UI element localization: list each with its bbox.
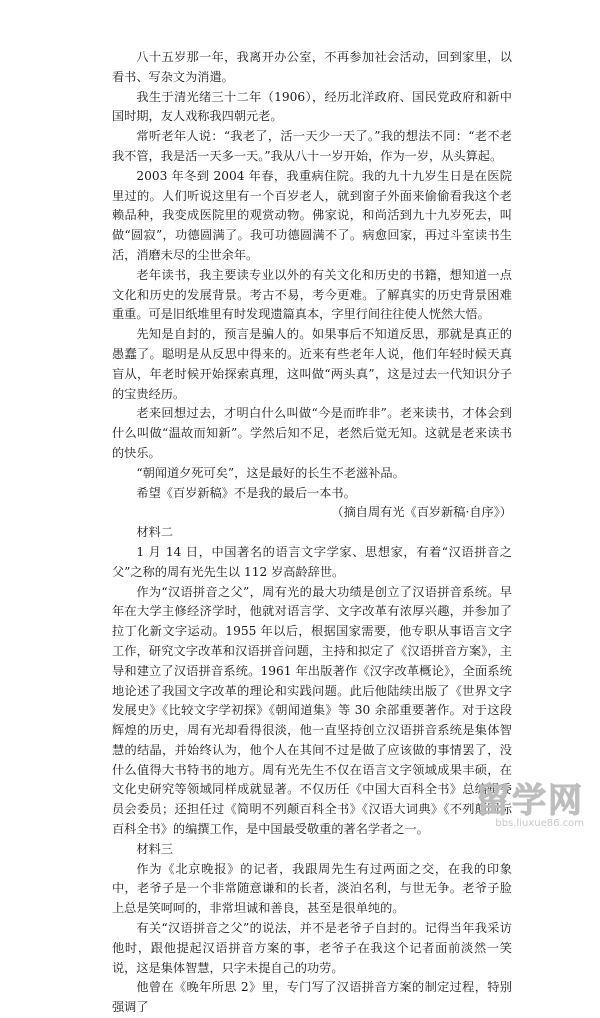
paragraph: 有关“汉语拼音之父”的说法，并不是老爷子自封的。记得当年我采访他时，跟他提起汉语拼音方案的事，老爷子在我这个记者面前淡然一笑说，这是集体智慧，只字未提自己的功劳。 [112,921,512,975]
paragraph: 我生于清光绪三十二年（1906），经历北洋政府、国民党政府和新中国时期，友人戏称我四朝元老。 [112,89,512,124]
document-body [112,48,512,1018]
paragraph: 1 月 14 日，中国著名的语言文字学家、思想家，有着“汉语拼音之父”之称的周有光先生以 112 岁高龄辞世。 [112,544,512,579]
paragraph: 老来回想过去，才明白什么叫做“今是而昨非”。老来读书，才体会到什么叫做“温故而知新”。学然后知不足，老然后觉无知。这就是老来读书的快乐。 [112,406,512,460]
paragraph: 老年读书，我主要读专业以外的有关文化和历史的书籍，想知道一点文化和历史的发展背景。考古不易，考今更难。了解真实的历史背景困难重重。可是旧纸堆里有时发现遗篇真本，字里行间往往使人恍然大悟。 [112,267,512,322]
paragraph: 常听老年人说：“我老了，活一天少一天了。”我的想法不同：“老不老我不管，我是活一天多一天。”我从八十一岁开始，作为一岁，从头算起。 [112,129,512,163]
paragraph: 他曾在《晚年所思 2》里，专门写了汉语拼音方案的制定过程，特别强调了 [112,980,512,1015]
section-heading: 材料三 [136,841,173,856]
paragraph: 八十五岁那一年，我离开办公室，不再参加社会活动，回到家里，以看书、写杂文为消遣。 [112,50,512,84]
paragraph: 作为“汉语拼音之父”，周有光的最大功绩是创立了汉语拼音系统。早年在大学主修经济学时，他就对语言学、文字改革有浓厚兴趣，并参加了拉丁化新文字运动。1955 年以后，根据国家需要，他专职从事语言文字工作，研究文字改革和汉语拼音问题，主持和拟定了《汉语拼音方案》，主导和建立了汉语拼音系统。1961 年出版著作《汉字改革概论》，全面系统地论述了我国文字改革的理论和实践问题。此后他陆续出版了《世界文字发展史》《比较文字学初探》《朝闻道集》等 30 余部重要著作。对于这段辉煌的历史，周有光却看得很淡，他一直坚持创立汉语拼音系统是集体智慧的结晶，并始终认为，他个人在其间不过是做了应该做的事情罢了，没什么值得大书特书的地方。周有光先生不仅在语言文字领域成果丰硕，在文化史研究等领域同样成就显著。不仅历任《中国大百科全书》总编辑委员会委员；还担任过《简明不列颠百科全书》《汉语大词典》《不列颠国际百科全书》的编撰工作，是中国最受敬重的著名学者之一。 [112,584,512,837]
paragraph: 2003 年冬到 2004 年春，我重病住院。我的九十九岁生日是在医院里过的。人们听说这里有一个百岁老人，就到窗子外面来偷偷看我这个老赖品种，我变成医院里的观赏动物。佛家说，和尚活到九十九岁死去，叫做“圆寂”，功德圆满了。我可功德圆满不了。病愈回家，再过斗室读书生活，消磨未尽的尘世余年。 [112,168,512,262]
watermark-logo: 留学网 [476,781,584,821]
paragraph: “朝闻道夕死可矣”，这是最好的长生不老滋补品。 [136,465,405,480]
watermark [424,781,584,830]
section-heading: 材料二 [136,525,173,540]
paragraph: 作为《北京晚报》的记者，我跟周先生有过两面之交，在我的印象中，老爷子是一个非常随意谦和的长者，淡泊名利，与世无争。老爷子脸上总是笑呵呵的，非常坦诚和善良，甚至是很单纯的。 [112,861,512,916]
watermark-url: bbs.liuxue86.com [495,818,584,829]
source-citation: （摘自周有光《百岁新稿·自序》） [331,505,512,520]
paragraph: 先知是自封的，预言是骗人的。如果事后不知道反思，那就是真正的愚蠢了。聪明是从反思中得来的。近来有些老年人说，他们年轻时候天真盲从，年老时候开始探索真理，这叫做“两头真”，这是过去一代知识分子的宝贵经历。 [112,327,512,401]
paragraph: 希望《百岁新稿》不是我的最后一本书。 [136,485,356,500]
